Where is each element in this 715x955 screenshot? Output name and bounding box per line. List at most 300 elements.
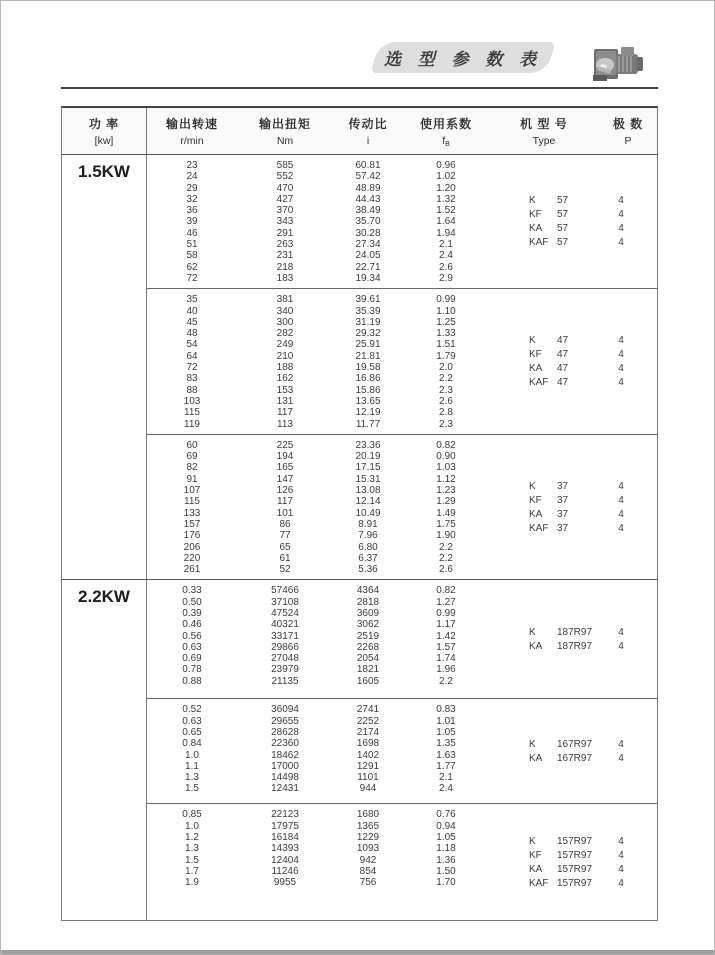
torque-value: 370 <box>276 205 294 217</box>
speed-value: 115 <box>184 496 200 508</box>
ratio-value: 35.70 <box>355 216 381 228</box>
type-size: 47 <box>557 335 569 347</box>
ratio-value: 6.37 <box>358 552 378 564</box>
torque-value: 29655 <box>271 715 299 727</box>
speed-value: 261 <box>183 564 201 576</box>
ratio-value: 11.77 <box>355 418 381 430</box>
ratio-value: 35.39 <box>355 305 381 317</box>
service-factor-value-column <box>403 160 489 284</box>
type-size: 57 <box>557 223 569 235</box>
service-factor-value: 1.01 <box>436 715 456 727</box>
page-title: 选 型 参 数 表 <box>384 50 542 69</box>
service-factor-value: 2.8 <box>439 407 453 419</box>
type-entry <box>529 640 599 654</box>
ratio-value: 19.34 <box>355 272 381 284</box>
service-factor-value-column <box>403 704 489 799</box>
type-series: KA <box>529 752 543 764</box>
gear-motor-photo <box>591 41 649 87</box>
ratio-value: 1291 <box>356 760 380 772</box>
speed-value: 83 <box>186 373 198 385</box>
type-entry <box>529 835 599 849</box>
torque-value: 21135 <box>271 675 299 687</box>
torque-value: 37108 <box>271 596 299 608</box>
service-factor-value: 1.10 <box>436 305 456 317</box>
service-factor-value-column <box>403 440 489 576</box>
header-speed-unit: r/min <box>180 135 204 147</box>
type-size: 47 <box>557 349 569 361</box>
type-entry <box>529 508 599 522</box>
pole-value: 4 <box>618 195 624 207</box>
ratio-value: 1821 <box>356 664 380 676</box>
gear-motor-icon <box>591 41 649 87</box>
type-size: 37 <box>557 480 569 492</box>
ratio-value: 2519 <box>356 630 380 642</box>
ratio-value-column <box>333 585 403 694</box>
torque-value: 11246 <box>271 865 299 877</box>
speed-value: 133 <box>183 507 201 519</box>
ratio-value: 19.58 <box>355 362 381 374</box>
service-factor-value: 1.96 <box>436 664 456 676</box>
torque-value: 101 <box>276 507 294 519</box>
type-series: KF <box>529 209 542 221</box>
torque-value: 47524 <box>271 607 299 619</box>
ratio-value: 10.49 <box>355 507 381 519</box>
ratio-value: 21.81 <box>355 350 381 362</box>
type-size: 57 <box>557 209 569 221</box>
service-factor-value: 1.18 <box>436 843 456 855</box>
speed-value: 0.52 <box>182 704 202 716</box>
torque-value: 29866 <box>271 641 299 653</box>
torque-value: 153 <box>276 384 294 396</box>
torque-value: 188 <box>276 362 294 374</box>
torque-value: 14393 <box>271 843 299 855</box>
type-entry <box>529 348 599 362</box>
torque-value: 86 <box>279 518 291 530</box>
speed-value: 23 <box>186 160 198 171</box>
service-factor-value: 1.35 <box>436 738 456 750</box>
speed-value: 40 <box>186 305 198 317</box>
torque-value: 282 <box>276 328 294 340</box>
service-factor-value: 0.76 <box>436 809 456 821</box>
torque-value: 117 <box>277 496 293 508</box>
ratio-value: 1605 <box>356 675 380 687</box>
type-entry <box>529 863 599 877</box>
page-bottom-bar <box>1 950 714 954</box>
speed-value: 0.63 <box>182 641 202 653</box>
pole-value: 4 <box>618 849 624 861</box>
type-entry <box>529 236 599 250</box>
torque-value: 65 <box>279 541 291 553</box>
torque-value-column <box>237 585 333 694</box>
header-service-factor-zh: 使用系数 <box>419 117 472 131</box>
speed-value: 24 <box>186 171 198 183</box>
type-series: KA <box>529 363 543 375</box>
speed-value: 51 <box>186 239 198 251</box>
torque-value: 61 <box>279 552 291 564</box>
ratio-value-column <box>333 440 403 576</box>
torque-value: 117 <box>277 407 293 419</box>
ratio-value: 17.15 <box>355 462 381 474</box>
service-factor-value: 2.3 <box>439 384 453 396</box>
ratio-value: 1402 <box>356 749 380 761</box>
type-series: KA <box>529 508 543 520</box>
ratio-value: 24.05 <box>355 250 381 262</box>
header-type-unit: Type <box>532 135 556 147</box>
type-entry <box>529 849 599 863</box>
type-entry <box>529 194 599 208</box>
power-label: 2.2KW <box>62 580 147 920</box>
service-factor-value: 1.33 <box>436 328 456 340</box>
header-type-zh: 机 型 号 <box>520 117 568 131</box>
speed-value-column <box>147 809 237 916</box>
header-torque-zh: 输出扭矩 <box>258 117 311 131</box>
type-column <box>489 480 599 536</box>
torque-value: 23979 <box>271 664 299 676</box>
torque-value: 343 <box>276 216 294 228</box>
speed-value: 39 <box>186 216 198 228</box>
service-factor-value: 2.3 <box>439 418 453 430</box>
service-factor-value: 2.2 <box>439 373 453 385</box>
service-factor-value: 1.50 <box>436 865 456 877</box>
header-power <box>62 108 147 154</box>
service-factor-value: 1.42 <box>436 630 456 642</box>
service-factor-value: 2.4 <box>439 250 453 262</box>
speed-value: 36 <box>186 205 198 217</box>
power-section <box>62 579 657 920</box>
torque-value: 22360 <box>271 738 299 750</box>
service-factor-value: 1.94 <box>436 227 456 239</box>
ratio-group <box>147 434 657 580</box>
type-series: K <box>529 480 536 492</box>
table-header-row <box>62 108 657 155</box>
type-size: 37 <box>557 522 569 534</box>
pole-value: 4 <box>618 494 624 506</box>
speed-value: 62 <box>186 261 198 273</box>
type-entry <box>529 494 599 508</box>
poles-column <box>599 626 657 654</box>
service-factor-value: 2.1 <box>439 772 453 784</box>
ratio-value: 29.32 <box>355 328 381 340</box>
ratio-value: 22.71 <box>355 261 381 273</box>
type-series: K <box>529 335 536 347</box>
service-factor-value: 1.20 <box>436 182 456 194</box>
ratio-value: 3062 <box>356 619 380 631</box>
type-series: KF <box>529 849 542 861</box>
type-column <box>489 626 599 654</box>
type-series: KF <box>529 349 542 361</box>
ratio-value: 23.36 <box>355 439 381 451</box>
type-size: 37 <box>557 508 569 520</box>
speed-value: 58 <box>186 250 198 262</box>
speed-value-column <box>147 704 237 799</box>
speed-value: 1.7 <box>185 865 199 877</box>
service-factor-value: 0.83 <box>436 704 456 716</box>
header-type <box>489 108 599 154</box>
pole-value: 4 <box>618 877 624 889</box>
title-banner <box>371 42 556 73</box>
type-entry <box>529 222 599 236</box>
ratio-value: 15.31 <box>355 473 381 485</box>
type-series: KF <box>529 494 542 506</box>
service-factor-value: 1.25 <box>436 316 456 328</box>
type-size: 57 <box>557 195 569 207</box>
speed-value: 0.39 <box>182 607 202 619</box>
speed-value: 1.3 <box>185 772 199 784</box>
torque-value: 218 <box>276 261 294 273</box>
torque-value: 57466 <box>271 585 299 597</box>
speed-value: 176 <box>183 530 201 542</box>
type-entry <box>529 626 599 640</box>
type-column <box>489 835 599 891</box>
torque-value: 12431 <box>271 783 299 795</box>
service-factor-value: 0.99 <box>436 607 456 619</box>
speed-value: 46 <box>186 227 198 239</box>
service-factor-value: 1.79 <box>436 350 456 362</box>
speed-value: 1.0 <box>185 820 199 832</box>
ratio-groups <box>147 155 657 579</box>
ratio-value: 16.86 <box>355 373 381 385</box>
torque-value-column <box>237 294 333 430</box>
service-factor-value: 1.29 <box>436 496 456 508</box>
pole-value: 4 <box>618 480 624 492</box>
torque-value: 18462 <box>271 749 299 761</box>
ratio-value: 1101 <box>357 772 379 784</box>
header-speed-zh: 输出转速 <box>165 117 218 131</box>
torque-value: 126 <box>276 485 294 497</box>
service-factor-value: 1.74 <box>436 653 456 665</box>
ratio-value: 942 <box>359 854 377 866</box>
ratio-value: 6.80 <box>358 541 378 553</box>
speed-value: 1.1 <box>185 760 199 772</box>
ratio-value: 13.65 <box>355 395 381 407</box>
header-torque <box>237 108 333 154</box>
service-factor-value: 1.12 <box>436 473 456 485</box>
torque-value: 210 <box>276 350 294 362</box>
type-column <box>489 738 599 766</box>
torque-value: 300 <box>276 316 294 328</box>
service-factor-value: 1.32 <box>436 193 456 205</box>
speed-value: 64 <box>186 350 198 362</box>
ratio-value: 2174 <box>356 726 380 738</box>
torque-value: 585 <box>276 160 294 171</box>
ratio-value: 854 <box>359 865 377 877</box>
service-factor-value: 0.99 <box>436 294 456 306</box>
torque-value: 28628 <box>271 726 299 738</box>
type-series: KA <box>529 863 543 875</box>
ratio-value-column <box>333 704 403 799</box>
speed-value: 0.88 <box>182 675 202 687</box>
ratio-group <box>147 288 657 434</box>
speed-value: 1.9 <box>185 877 199 889</box>
speed-value-column <box>147 585 237 694</box>
torque-value: 14498 <box>271 772 299 784</box>
header-power-zh: 功 率 <box>88 117 120 131</box>
selection-parameter-table <box>61 106 658 921</box>
ratio-value: 30.28 <box>355 227 381 239</box>
service-factor-value: 2.2 <box>439 552 453 564</box>
service-factor-value: 1.36 <box>436 854 456 866</box>
service-factor-value: 1.57 <box>436 641 456 653</box>
service-factor-value: 1.49 <box>436 507 456 519</box>
torque-value: 77 <box>279 530 291 542</box>
ratio-value: 8.91 <box>358 518 378 530</box>
type-series: K <box>529 626 536 638</box>
ratio-value: 57.42 <box>355 171 381 183</box>
speed-value: 220 <box>183 552 201 564</box>
ratio-group <box>147 155 657 288</box>
torque-value: 165 <box>276 462 294 474</box>
speed-value: 0.65 <box>182 726 202 738</box>
torque-value: 16184 <box>271 831 299 843</box>
speed-value: 115 <box>184 407 200 419</box>
type-size: 167R97 <box>557 738 593 750</box>
type-series: K <box>529 195 536 207</box>
header-speed <box>147 108 237 154</box>
ratio-value: 60.81 <box>355 160 381 171</box>
ratio-value: 27.34 <box>355 239 381 251</box>
type-column <box>489 334 599 390</box>
speed-value: 72 <box>186 362 198 374</box>
torque-value: 381 <box>276 294 294 306</box>
torque-value: 27048 <box>271 653 299 665</box>
speed-value: 1.2 <box>185 831 199 843</box>
service-factor-value: 1.64 <box>436 216 456 228</box>
speed-value: 48 <box>186 328 198 340</box>
service-factor-value: 1.51 <box>436 339 456 351</box>
service-factor-value: 2.6 <box>439 395 453 407</box>
ratio-value: 5.36 <box>358 564 378 576</box>
ratio-value: 2818 <box>356 596 380 608</box>
poles-column <box>599 738 657 766</box>
torque-value: 340 <box>276 305 294 317</box>
type-entry <box>529 480 599 494</box>
service-factor-value: 1.63 <box>436 749 456 761</box>
speed-value: 0.50 <box>182 596 202 608</box>
service-factor-value: 1.03 <box>436 462 456 474</box>
torque-value: 552 <box>276 171 294 183</box>
torque-value: 22123 <box>271 809 299 821</box>
type-series: KA <box>529 223 543 235</box>
header-rule <box>61 87 658 89</box>
table-body <box>62 155 657 920</box>
torque-value: 17975 <box>271 820 299 832</box>
pole-value: 4 <box>618 626 624 638</box>
service-factor-value: 0.90 <box>436 451 456 463</box>
type-entry <box>529 752 599 766</box>
ratio-value-column <box>333 294 403 430</box>
ratio-group <box>147 803 657 920</box>
service-factor-value: 1.23 <box>436 485 456 497</box>
speed-value: 0.85 <box>182 809 202 821</box>
torque-value: 52 <box>279 564 291 576</box>
type-entry <box>529 208 599 222</box>
header-torque-unit: Nm <box>276 135 294 147</box>
header-ratio-unit: i <box>366 135 370 147</box>
speed-value: 0.84 <box>182 738 202 750</box>
speed-value: 0.69 <box>182 653 202 665</box>
torque-value: 249 <box>276 339 294 351</box>
pole-value: 4 <box>618 349 624 361</box>
service-factor-value: 2.0 <box>439 362 453 374</box>
speed-value: 0.33 <box>182 585 202 597</box>
type-size: 47 <box>557 363 569 375</box>
ratio-value: 2268 <box>356 641 380 653</box>
torque-value: 36094 <box>271 704 299 716</box>
ratio-value: 39.61 <box>355 294 381 306</box>
type-size: 157R97 <box>557 849 593 861</box>
service-factor-value: 1.17 <box>436 619 456 631</box>
speed-value: 1.5 <box>185 783 199 795</box>
type-entry <box>529 334 599 348</box>
type-size: 187R97 <box>557 640 593 652</box>
service-factor-value: 1.05 <box>436 726 456 738</box>
header-poles-unit: P <box>624 135 632 147</box>
torque-value: 183 <box>276 272 294 284</box>
poles-column <box>599 835 657 891</box>
ratio-value: 31.19 <box>355 316 381 328</box>
torque-value: 470 <box>276 182 294 194</box>
ratio-value: 12.14 <box>355 496 381 508</box>
pole-value: 4 <box>618 835 624 847</box>
header-poles-zh: 极 数 <box>612 117 644 131</box>
type-entry <box>529 738 599 752</box>
torque-value: 147 <box>276 473 294 485</box>
speed-value: 0.46 <box>182 619 202 631</box>
header-poles <box>599 108 657 154</box>
pole-value: 4 <box>618 522 624 534</box>
ratio-value: 44.43 <box>355 193 381 205</box>
service-factor-value-column <box>403 585 489 694</box>
service-factor-value: 2.9 <box>439 272 453 284</box>
speed-value: 88 <box>186 384 198 396</box>
poles-column <box>599 194 657 250</box>
pole-value: 4 <box>618 377 624 389</box>
torque-value: 194 <box>276 451 294 463</box>
ratio-value: 1365 <box>356 820 380 832</box>
torque-value-column <box>237 440 333 576</box>
ratio-value: 1093 <box>356 843 380 855</box>
torque-value: 131 <box>276 395 294 407</box>
type-size: 157R97 <box>557 877 593 889</box>
service-factor-value-column <box>403 294 489 430</box>
torque-value-column <box>237 809 333 916</box>
speed-value: 60 <box>186 439 198 451</box>
torque-value-column <box>237 160 333 284</box>
speed-value: 103 <box>183 395 201 407</box>
header-ratio <box>333 108 403 154</box>
torque-value: 162 <box>276 373 294 385</box>
poles-column <box>599 480 657 536</box>
torque-value: 33171 <box>271 630 299 642</box>
service-factor-value: 2.1 <box>439 239 453 251</box>
pole-value: 4 <box>618 223 624 235</box>
ratio-value: 2741 <box>356 704 380 716</box>
speed-value: 0.78 <box>182 664 202 676</box>
type-entry <box>529 362 599 376</box>
header-power-unit: [kw] <box>94 135 114 147</box>
type-series: KAF <box>529 237 549 249</box>
pole-value: 4 <box>618 738 624 750</box>
torque-value-column <box>237 704 333 799</box>
torque-value: 427 <box>276 193 294 205</box>
speed-value-column <box>147 440 237 576</box>
type-entry <box>529 376 599 390</box>
service-factor-value: 2.2 <box>439 675 453 687</box>
speed-value-column <box>147 160 237 284</box>
type-size: 157R97 <box>557 835 593 847</box>
ratio-groups <box>147 580 657 920</box>
type-size: 187R97 <box>557 626 593 638</box>
